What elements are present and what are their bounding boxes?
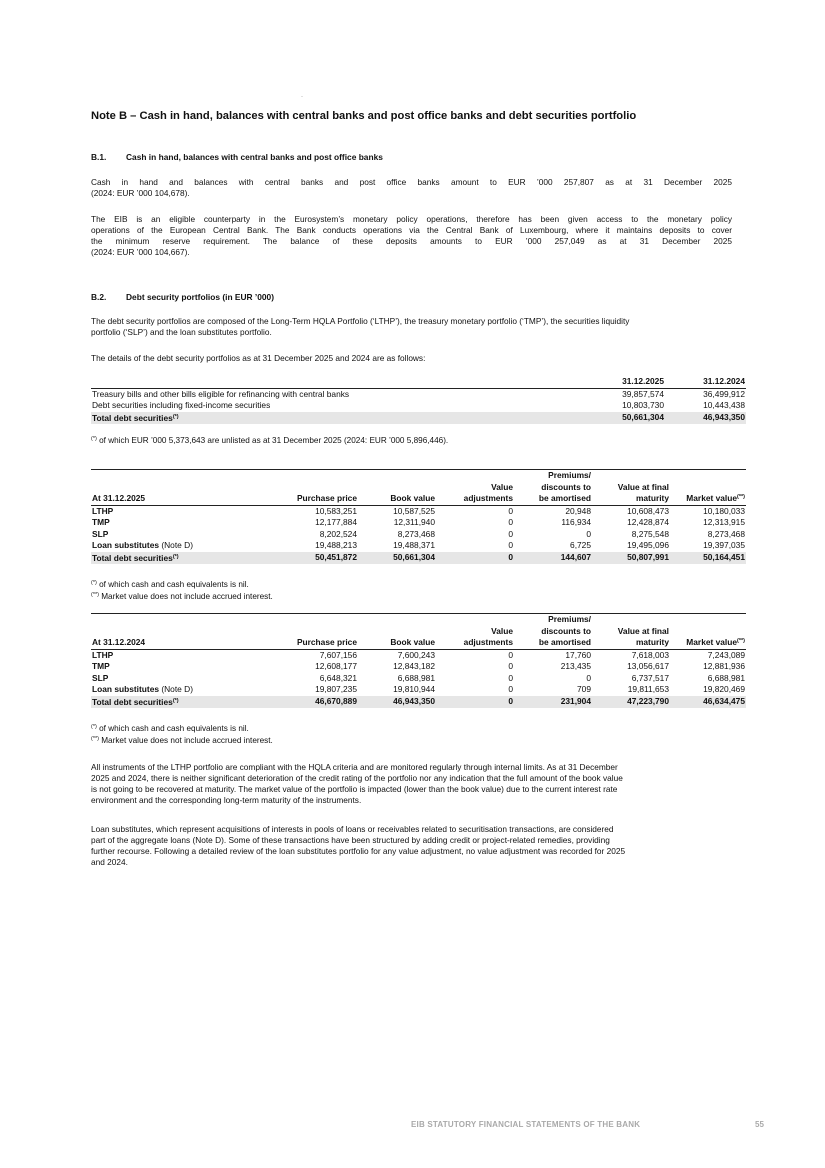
cell-value: 0 <box>508 661 513 671</box>
header-line: be amortised <box>538 493 591 503</box>
cell-value: 50,661,304 <box>584 412 665 425</box>
header-purchase-price: Purchase price <box>274 614 358 649</box>
header-line: Value at final <box>617 481 669 492</box>
row-label <box>91 673 274 685</box>
header-market-value <box>670 614 746 649</box>
table-label: At 31.12.2024 <box>91 614 274 649</box>
closing-paragraph-1 <box>91 762 732 806</box>
page-footer: EIB STATUTORY FINANCIAL STATEMENTS OF THE BANK <box>411 1120 641 1129</box>
header-value-final-maturity <box>592 614 670 649</box>
footnote <box>91 590 273 602</box>
header-line: Value at final <box>617 625 669 636</box>
cell-value: 50,164,451 <box>670 552 746 565</box>
header-value-final-maturity <box>592 470 670 505</box>
section-title: Cash in hand, balances with central banks and post office banks <box>126 152 383 162</box>
table-row <box>91 505 746 517</box>
cell-value: 46,943,350 <box>665 412 746 425</box>
total-row <box>91 412 746 425</box>
cell-value: 10,583,251 <box>315 505 357 516</box>
table-row <box>91 684 746 696</box>
text-line: (2024: EUR ’000 104,667). <box>91 247 190 257</box>
table-row <box>91 529 746 541</box>
row-label <box>91 529 274 541</box>
cell-value: 10,803,730 <box>622 400 664 410</box>
row-name: TMP <box>92 661 110 671</box>
total-row <box>91 552 746 565</box>
cell-value: 6,725 <box>570 540 591 550</box>
cell-value: 6,688,981 <box>707 672 745 683</box>
cell-value: 19,488,371 <box>393 540 435 550</box>
cell-value: 709 <box>577 684 591 694</box>
text-line: the minimum reserve requirement. The balance of these deposits amounts to EUR ’000 257,049 as at 31 December 2025 <box>91 236 732 246</box>
footnote-text: of which EUR ’000 5,373,643 are unlisted as at 31 December 2025 (2024: EUR ’000 5,896,446). <box>99 436 449 445</box>
cell-value: 0 <box>436 552 514 565</box>
text-line: Cash in hand and balances with central banks and post office banks amount to EUR ’000 257,807 as at 31 December 2025 <box>91 177 732 187</box>
text-line: is not going to be recovered at maturity. The market value of the portfolio is impacted (lower than the book value) due to the current interest rate <box>91 784 618 794</box>
cell-value: 8,202,524 <box>319 528 357 539</box>
cell-value: 50,807,991 <box>592 552 670 565</box>
row-name: LTHP <box>92 649 114 660</box>
cell-value: 231,904 <box>514 696 592 709</box>
row-label: Treasury bills and other bills eligible for refinancing with central banks <box>92 388 350 399</box>
cell-value: 12,608,177 <box>315 661 357 671</box>
cell-value: 19,397,035 <box>703 540 745 550</box>
cell-value: 12,311,940 <box>393 517 435 527</box>
cell-value: 8,275,548 <box>631 528 669 539</box>
row-label <box>91 505 274 517</box>
header-line: maturity <box>635 637 669 647</box>
footnote-mark: (*) <box>91 724 97 730</box>
row-label <box>91 552 274 565</box>
decorative-dot: · <box>301 94 303 100</box>
header-cell <box>91 376 584 388</box>
cell-value: 46,943,350 <box>358 696 436 709</box>
header-premiums <box>514 614 592 649</box>
header-line: adjustments <box>463 493 513 503</box>
table-header-row <box>91 376 746 388</box>
table-label: At 31.12.2025 <box>91 470 274 505</box>
header-cell-2024: 31.12.2024 <box>665 376 746 388</box>
table-row <box>91 400 746 412</box>
text-line: 2025 and 2024, there is neither significant deterioration of the credit rating of the portfolio nor any indication that the full amount of the book value <box>91 773 623 783</box>
table-header-row <box>91 470 746 505</box>
section-b2-heading <box>91 292 274 302</box>
cell-value: 213,435 <box>560 661 591 671</box>
row-label <box>91 696 274 709</box>
footnote-mark: (*) <box>91 580 97 586</box>
b2-paragraph-1 <box>91 316 732 338</box>
footnote-mark: (*) <box>172 553 179 560</box>
text-line: environment and the corresponding long-term maturity of the instruments. <box>91 795 362 805</box>
text-line: (2024: EUR ’000 104,678). <box>91 188 190 198</box>
row-name: Loan substitutes <box>92 540 160 550</box>
table-header-row <box>91 614 746 649</box>
table-row <box>91 388 746 400</box>
cell-value: 20,948 <box>565 505 591 516</box>
footnote-mark: (**) <box>91 592 99 598</box>
b1-paragraph-1 <box>91 177 732 199</box>
cell-value: 47,223,790 <box>592 696 670 709</box>
cell-value: 7,618,003 <box>631 649 669 660</box>
cell-value: 10,180,033 <box>703 505 745 516</box>
b2-paragraph-2 <box>91 353 732 364</box>
summary-footnote <box>91 434 448 446</box>
cell-value: 19,820,469 <box>703 684 745 694</box>
cell-value: 7,600,243 <box>397 649 435 660</box>
footnote-mark: (*) <box>172 413 179 420</box>
header-line: adjustments <box>463 637 513 647</box>
text-line: Loan substitutes, which represent acquisitions of interests in pools of loans or receivables related to securitisation transactions, are considered <box>91 824 614 834</box>
cell-value: 0 <box>508 517 513 527</box>
b1-paragraph-2 <box>91 214 732 258</box>
cell-value: 8,273,468 <box>707 528 745 539</box>
header-value-adjustments <box>436 614 514 649</box>
table-2024-footnotes <box>91 722 273 746</box>
header-line: Value <box>491 625 513 636</box>
table-row <box>91 517 746 529</box>
header-text: Market value <box>686 637 738 647</box>
text-line: The debt security portfolios are composed of the Long-Term HQLA Portfolio (‘LTHP’), the treasury monetary portfolio (‘TMP’), the securities liquidity <box>91 316 630 326</box>
cell-value: 10,587,525 <box>393 505 435 516</box>
cell-value: 6,737,517 <box>631 672 669 683</box>
table-row <box>91 649 746 661</box>
header-purchase-price: Purchase price <box>274 470 358 505</box>
text-line: operations of the European Central Bank. The Bank conducts operations via the Central Bank of Luxembourg, where it maintains deposits to cover <box>91 225 732 235</box>
cell-value: 19,495,096 <box>627 540 669 550</box>
text-line: part of the aggregate loans (Note D). Some of these transactions have been structured by adding credit or project-related remedies, providing <box>91 835 610 845</box>
cell-value: 144,607 <box>514 552 592 565</box>
row-label <box>91 649 274 661</box>
row-name: LTHP <box>92 505 114 516</box>
cell-value: 12,881,936 <box>703 661 745 671</box>
cell-value: 19,488,213 <box>315 540 357 550</box>
cell-value: 7,243,089 <box>707 649 745 660</box>
footnote <box>91 578 273 590</box>
section-number: B.2. <box>91 292 107 302</box>
text-line: The details of the debt security portfolios as at 31 December 2025 and 2024 are as follows: <box>91 353 426 363</box>
header-line: Value <box>491 481 513 492</box>
row-label <box>91 540 274 552</box>
cell-value: 0 <box>508 505 513 516</box>
footnote-mark: (*) <box>91 436 97 442</box>
table-row <box>91 661 746 673</box>
total-label: Total debt securities <box>92 412 173 423</box>
table-row <box>91 540 746 552</box>
row-label <box>91 684 274 696</box>
page-title: Note B – Cash in hand, balances with central banks and post office banks and debt securities portfolio <box>91 110 637 122</box>
cell-value: 12,177,884 <box>315 517 357 527</box>
header-book-value: Book value <box>358 614 436 649</box>
footnote-text: Market value does not include accrued interest. <box>101 592 273 601</box>
cell-value: 0 <box>508 649 513 660</box>
cell-value: 39,857,574 <box>622 388 664 399</box>
row-label: Debt securities including fixed-income securities <box>92 400 271 410</box>
cell-value: 0 <box>508 528 513 539</box>
cell-value: 10,608,473 <box>627 505 669 516</box>
cell-value: 10,443,438 <box>703 400 745 410</box>
table-row <box>91 673 746 685</box>
footnote-text: Market value does not include accrued interest. <box>101 736 273 745</box>
text-line: portfolio (‘SLP’) and the loan substitutes portfolio. <box>91 327 272 337</box>
total-label: Total debt securities <box>92 552 173 563</box>
text-line: and 2024. <box>91 857 128 867</box>
cell-value: 0 <box>586 528 591 539</box>
cell-value: 50,661,304 <box>358 552 436 565</box>
footnote-text: of which cash and cash equivalents is nil. <box>99 580 249 589</box>
row-label <box>91 661 274 673</box>
header-line: discounts to <box>541 625 591 636</box>
header-value-adjustments <box>436 470 514 505</box>
header-market-value <box>670 470 746 505</box>
cell-value: 8,273,468 <box>397 528 435 539</box>
cell-value: 17,760 <box>565 649 591 660</box>
header-line: be amortised <box>538 637 591 647</box>
footnote-mark: (**) <box>737 494 745 500</box>
cell-value: 7,607,156 <box>319 649 357 660</box>
header-line: Premiums/ <box>548 470 591 480</box>
footnote-text: of which cash and cash equivalents is nil. <box>99 724 249 733</box>
cell-value: 6,688,981 <box>397 672 435 683</box>
footnote <box>91 722 273 734</box>
portfolio-table-2024 <box>91 613 746 708</box>
row-note: (Note D) <box>161 684 193 694</box>
cell-value: 12,428,874 <box>627 517 669 527</box>
portfolio-table-2025 <box>91 469 746 564</box>
cell-value: 0 <box>508 672 513 683</box>
header-text: Market value <box>686 493 738 503</box>
row-name: SLP <box>92 672 109 683</box>
cell-value: 36,499,912 <box>703 388 745 399</box>
total-label: Total debt securities <box>92 696 173 707</box>
cell-value: 6,648,321 <box>319 672 357 683</box>
cell-value: 12,313,915 <box>703 517 745 527</box>
table-2025-footnotes <box>91 578 273 602</box>
text-line: The EIB is an eligible counterparty in the Eurosystem’s monetary policy operations, therefore has been given access to the monetary policy <box>91 214 732 224</box>
cell-value: 116,934 <box>561 517 591 527</box>
total-row <box>91 696 746 709</box>
cell-value: 0 <box>508 540 513 550</box>
cell-value: 12,843,182 <box>393 661 435 671</box>
row-label <box>91 517 274 529</box>
header-cell-2025: 31.12.2025 <box>584 376 665 388</box>
row-note: (Note D) <box>161 540 193 550</box>
row-label <box>91 412 584 425</box>
cell-value: 19,810,944 <box>393 684 435 694</box>
summary-table <box>91 376 746 424</box>
cell-value: 13,056,617 <box>627 661 669 671</box>
closing-paragraph-2 <box>91 824 732 868</box>
footnote <box>91 734 273 746</box>
text-line: further recourse. Following a detailed review of the loan substitutes portfolio for any value adjustment, no value adjustment was recorded for 2025 <box>91 846 626 856</box>
text-line: All instruments of the LTHP portfolio are compliant with the HQLA criteria and are monitored regularly through internal limits. As at 31 December <box>91 762 618 772</box>
row-name: SLP <box>92 528 109 539</box>
header-line: discounts to <box>541 481 591 492</box>
header-book-value: Book value <box>358 470 436 505</box>
cell-value: 19,807,235 <box>315 684 357 694</box>
header-line: Premiums/ <box>548 614 591 624</box>
row-name: TMP <box>92 517 110 527</box>
section-number: B.1. <box>91 152 107 162</box>
section-b1-heading <box>91 152 383 162</box>
page-number: 55 <box>755 1120 764 1129</box>
cell-value: 46,670,889 <box>274 696 358 709</box>
footnote-mark: (**) <box>737 638 745 644</box>
header-line: maturity <box>635 493 669 503</box>
cell-value: 0 <box>508 684 513 694</box>
header-premiums <box>514 470 592 505</box>
row-name: Loan substitutes <box>92 684 160 694</box>
cell-value: 46,634,475 <box>670 696 746 709</box>
footnote-mark: (*) <box>172 697 179 704</box>
cell-value: 19,811,653 <box>627 684 669 694</box>
footnote-mark: (**) <box>91 736 99 742</box>
cell-value: 0 <box>586 672 591 683</box>
section-title: Debt security portfolios (in EUR ’000) <box>126 292 274 302</box>
cell-value: 50,451,872 <box>274 552 358 565</box>
cell-value: 0 <box>436 696 514 709</box>
